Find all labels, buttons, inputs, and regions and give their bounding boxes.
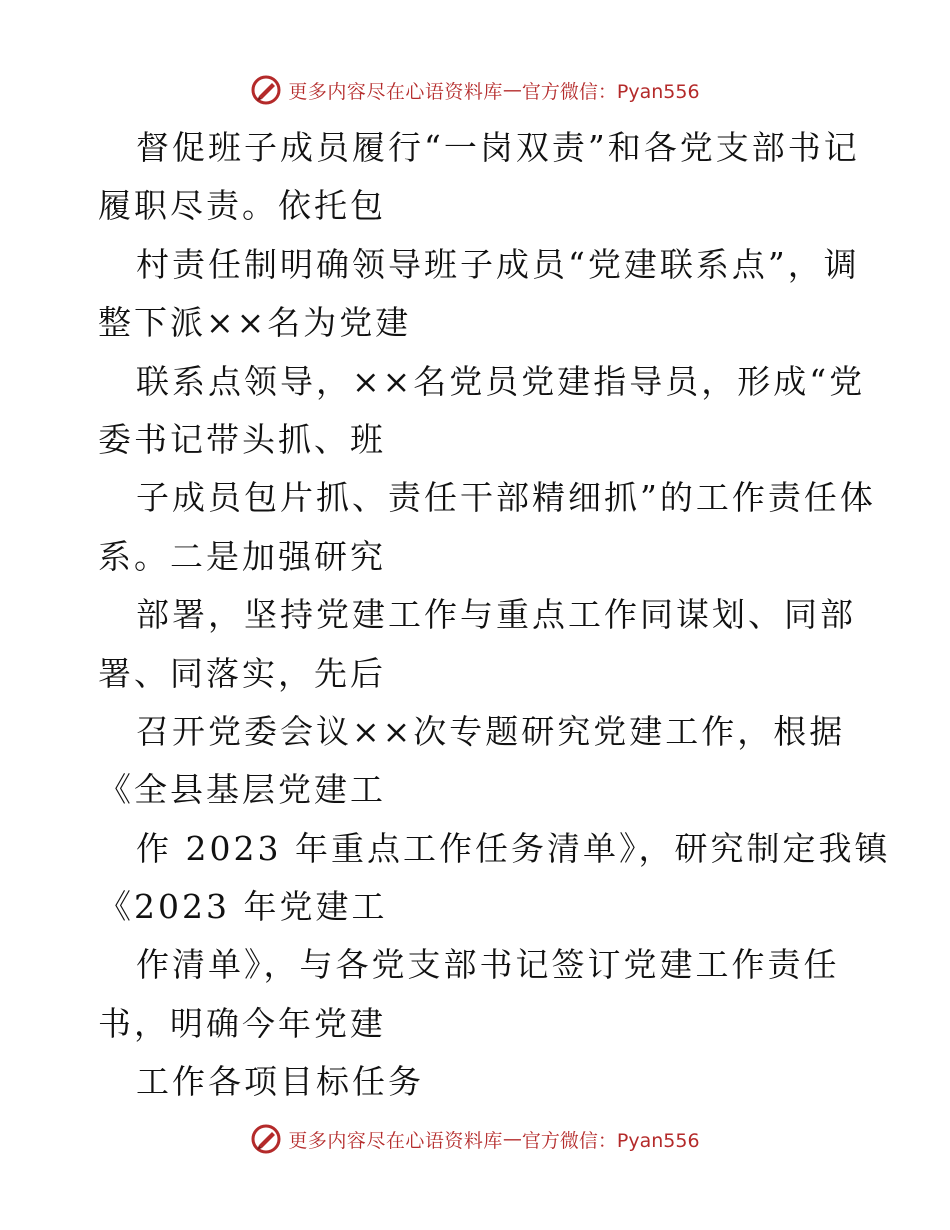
body-line: 书，明确今年党建 bbox=[98, 1003, 386, 1043]
body-line: 署、同落实，先后 bbox=[98, 653, 386, 693]
body-line: 督促班子成员履行“一岗双责”和各党支部书记 bbox=[136, 128, 860, 167]
watermark-title: 更多内容尽在心语资料库 bbox=[288, 1129, 503, 1152]
watermark-separator: — bbox=[502, 79, 522, 101]
body-line: 《2023 年党建工 bbox=[98, 887, 388, 927]
body-line: 作 2023 年重点工作任务清单》，研究制定我镇 bbox=[136, 828, 891, 868]
watermark-contact: 官方微信：Pyan556 bbox=[521, 80, 700, 103]
body-line: 部署，坚持党建工作与重点工作同谋划、同部 bbox=[136, 595, 856, 635]
body-line: 子成员包片抓、责任干部精细抓”的工作责任体 bbox=[136, 478, 876, 518]
body-line: 召开党委会议××次专题研究党建工作，根据 bbox=[136, 711, 846, 751]
body-line: 整下派××名为党建 bbox=[98, 303, 412, 343]
body-line: 系。二是加强研究 bbox=[98, 536, 386, 576]
body-line: 村责任制明确领导班子成员“党建联系点”，调 bbox=[136, 244, 860, 284]
body-line: 工作各项目标任务 bbox=[136, 1062, 424, 1102]
watermark-contact: 官方微信：Pyan556 bbox=[521, 1129, 700, 1152]
watermark-title: 更多内容尽在心语资料库 bbox=[288, 80, 503, 103]
document-body bbox=[98, 119, 891, 1112]
logo-icon bbox=[250, 1123, 282, 1155]
watermark-separator: — bbox=[502, 1128, 522, 1150]
logo-icon bbox=[250, 74, 282, 106]
body-line: 委书记带头抓、班 bbox=[98, 419, 386, 459]
watermark-header bbox=[0, 70, 950, 110]
body-line: 履职尽责。依托包 bbox=[98, 186, 386, 226]
body-line: 作清单》，与各党支部书记签订党建工作责任 bbox=[136, 945, 840, 985]
body-line: 联系点领导，××名党员党建指导员，形成“党 bbox=[136, 361, 866, 401]
body-line: 《全县基层党建工 bbox=[98, 770, 386, 810]
watermark-footer bbox=[0, 1119, 950, 1159]
